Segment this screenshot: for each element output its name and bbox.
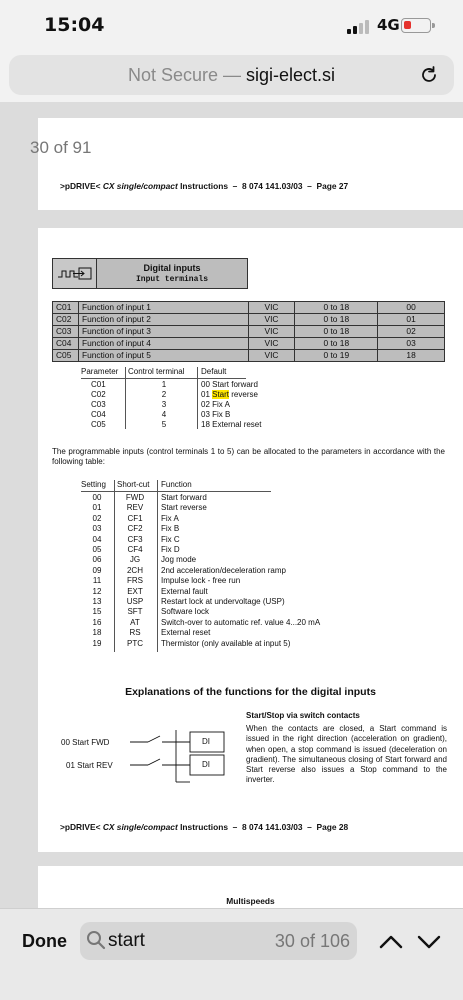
parameter-row	[53, 314, 445, 326]
parameter-cell-range: 0 to 18	[295, 338, 378, 350]
settings-value: 15	[92, 607, 102, 617]
settings-function: Start forward	[161, 493, 207, 502]
diagram-di-label-2: DI	[202, 760, 210, 769]
settings-shortcut: JG	[129, 555, 141, 565]
settings-function: Thermistor (only available at input 5)	[161, 638, 291, 648]
defaults-value-text: 03 Fix B	[201, 410, 231, 419]
parameter-cell-name: Function of input 1	[78, 302, 248, 314]
page-footer: >pDRIVE< CX single/compact Instructions – 8 074 141.03/03 – Page 27	[60, 181, 349, 191]
settings-shortcut: 2CH	[126, 565, 143, 575]
defaults-value-text: 00	[201, 380, 213, 389]
parameter-cell-default: 00	[378, 302, 445, 314]
settings-shortcut: CF2	[127, 524, 143, 534]
parameter-cell-code: C03	[53, 326, 79, 338]
parameter-cell-code: C02	[53, 314, 79, 326]
find-field[interactable]	[80, 922, 357, 960]
url-host: sigi-elect.si	[246, 65, 336, 85]
settings-function: Start reverse	[161, 503, 207, 513]
parameter-cell-type: VIC	[248, 326, 295, 338]
parameter-row	[53, 302, 445, 314]
parameter-row	[53, 350, 445, 362]
settings-header-setting: Setting	[81, 480, 106, 489]
settings-value: 16	[92, 617, 102, 627]
parameter-cell-range: 0 to 18	[295, 302, 378, 314]
settings-function: Jog mode	[161, 555, 197, 565]
address-bar[interactable]	[9, 55, 454, 95]
page-title: Multispeeds	[226, 896, 275, 906]
settings-value: 19	[92, 638, 102, 648]
settings-value: 01	[92, 503, 102, 513]
settings-value: 04	[92, 534, 102, 544]
previous-match-icon[interactable]	[378, 929, 404, 955]
parameter-cell-type: VIC	[248, 338, 295, 350]
defaults-header-parameter: Parameter	[81, 367, 119, 376]
settings-shortcut: CF4	[127, 545, 143, 554]
done-button[interactable]: Done	[22, 931, 67, 951]
defaults-value	[201, 380, 258, 390]
settings-shortcut: FWD	[125, 493, 145, 502]
parameter-cell-default: 02	[378, 326, 445, 338]
search-match-highlight: Start	[212, 390, 230, 399]
settings-value: 00	[92, 493, 102, 502]
page-footer: >pDRIVE< CX single/compact Instructions – 8 074 141.03/03 – Page 28	[60, 822, 349, 832]
settings-shortcut: AT	[130, 617, 140, 627]
defaults-value-text: Start forward	[212, 380, 258, 389]
defaults-value	[201, 410, 230, 420]
section-header-box	[52, 258, 248, 289]
defaults-param: C03	[91, 400, 106, 409]
security-label: Not Secure —	[127, 65, 241, 85]
defaults-value-text: 01	[201, 390, 213, 399]
defaults-param: C02	[91, 390, 106, 399]
settings-function: Fix B	[161, 524, 180, 534]
page-count-label: 30 of 91	[30, 138, 92, 157]
parameter-cell-code: C01	[53, 302, 79, 314]
parameter-cell-range: 0 to 19	[295, 350, 378, 362]
settings-value: 02	[92, 513, 102, 523]
section-subtitle: Input terminals	[135, 275, 208, 284]
settings-function: Impulse lock - free run	[161, 576, 241, 586]
next-match-icon[interactable]	[416, 929, 442, 955]
parameter-cell-default: 01	[378, 314, 445, 326]
settings-shortcut: CF1	[127, 513, 143, 523]
defaults-param: C05	[91, 420, 106, 429]
network-type: 4G	[377, 16, 400, 34]
settings-value: 09	[92, 565, 102, 575]
parameter-cell-range: 0 to 18	[295, 314, 378, 326]
match-count: 30 of 106	[274, 931, 350, 951]
settings-value: 12	[92, 586, 102, 596]
parameter-cell-default: 03	[378, 338, 445, 350]
parameter-row	[53, 326, 445, 338]
defaults-terminal: 5	[161, 420, 167, 429]
find-in-page-bar	[0, 908, 463, 1000]
defaults-header-terminal: Control terminal	[128, 367, 185, 376]
parameter-cell-default: 18	[378, 350, 445, 362]
settings-function: Restart lock at undervoltage (USP)	[161, 597, 285, 606]
defaults-value	[201, 390, 258, 400]
settings-function: Fix C	[161, 534, 180, 544]
settings-value: 06	[92, 555, 102, 565]
settings-shortcut: USP	[126, 597, 144, 606]
url-display[interactable]	[9, 65, 454, 86]
digital-input-icon	[53, 259, 97, 288]
section-title: Digital inputs	[143, 263, 201, 273]
settings-shortcut: REV	[126, 503, 144, 513]
settings-shortcut: SFT	[127, 607, 143, 617]
defaults-value	[201, 400, 230, 410]
signal-strength-icon	[347, 20, 373, 34]
defaults-param: C01	[91, 380, 106, 389]
settings-function: External fault	[161, 586, 208, 596]
settings-function: Fix A	[161, 513, 179, 523]
parameter-cell-code: C05	[53, 350, 79, 362]
parameter-cell-name: Function of input 5	[78, 350, 248, 362]
parameter-cell-type: VIC	[248, 302, 295, 314]
startstop-text: When the contacts are closed, a Start command is issued in the right direction (acceleration on gradient), when open, a stop command is issued (deceleration on gradient). The simultaneous closing of Start forward and Start reverse also issues a Stop command to the inverter.	[246, 724, 447, 785]
settings-header-shortcut: Short-cut	[117, 480, 150, 489]
parameter-cell-name: Function of input 4	[78, 338, 248, 350]
battery-icon	[401, 18, 431, 33]
search-icon	[86, 930, 106, 950]
pdf-page-28	[38, 228, 463, 852]
settings-value: 18	[92, 628, 102, 638]
parameter-cell-name: Function of input 2	[78, 314, 248, 326]
diagram-label-rev: 01 Start REV	[66, 761, 113, 770]
parameter-table	[52, 301, 445, 362]
reload-icon[interactable]	[418, 64, 440, 86]
defaults-value	[201, 420, 261, 430]
explanations-heading: Explanations of the functions for the digital inputs	[125, 686, 376, 698]
status-time: 15:04	[44, 14, 105, 36]
settings-shortcut: FRS	[127, 576, 143, 586]
settings-shortcut: RS	[129, 628, 141, 638]
settings-value: 11	[92, 576, 102, 586]
settings-function: Software lock	[161, 607, 210, 617]
status-bar	[0, 0, 463, 50]
parameter-cell-name: Function of input 3	[78, 326, 248, 338]
parameter-row	[53, 338, 445, 350]
address-bar-area	[0, 50, 463, 102]
startstop-heading: Start/Stop via switch contacts	[246, 711, 360, 720]
defaults-terminal: 1	[161, 380, 167, 389]
pdf-page-27	[38, 118, 463, 210]
parameter-cell-type: VIC	[248, 350, 295, 362]
defaults-value-text: reverse	[229, 390, 258, 399]
switch-diagram	[52, 726, 242, 786]
settings-function: Switch-over to automatic ref. value 4...20 mA	[161, 617, 321, 627]
defaults-param: C04	[91, 410, 106, 419]
settings-function: 2nd acceleration/deceleration ramp	[161, 565, 286, 575]
parameter-cell-code: C04	[53, 338, 79, 350]
defaults-terminal: 3	[161, 400, 167, 409]
diagram-di-label-1: DI	[202, 737, 210, 746]
switch-contacts-icon	[52, 726, 242, 786]
settings-value: 05	[92, 545, 102, 554]
settings-shortcut: EXT	[127, 586, 143, 596]
defaults-terminal: 2	[161, 390, 167, 399]
settings-header-function: Function	[161, 480, 192, 489]
settings-value: 03	[92, 524, 102, 534]
parameter-cell-type: VIC	[248, 314, 295, 326]
settings-function: External reset	[161, 628, 211, 638]
defaults-header-default: Default	[201, 367, 227, 376]
defaults-value-text: 18 External reset	[201, 420, 262, 429]
defaults-value-text: 02 Fix A	[201, 400, 230, 409]
defaults-terminal: 4	[161, 410, 167, 419]
settings-function: Fix D	[161, 545, 180, 554]
parameter-cell-range: 0 to 18	[295, 326, 378, 338]
find-input[interactable]	[108, 928, 268, 954]
intro-paragraph: The programmable inputs (control terminals 1 to 5) can be allocated to the parameters in accordance with the following table:	[52, 447, 445, 466]
settings-shortcut: CF3	[127, 534, 143, 544]
settings-value: 13	[92, 597, 102, 606]
diagram-label-fwd: 00 Start FWD	[61, 738, 110, 747]
settings-shortcut: PTC	[127, 638, 143, 648]
